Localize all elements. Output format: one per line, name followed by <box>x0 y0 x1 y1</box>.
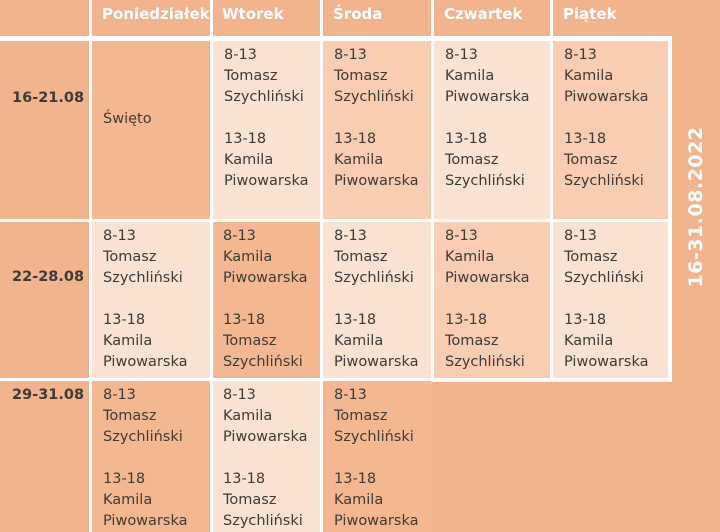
staff-last-name: Szychliński <box>334 429 414 445</box>
staff-first-name: Kamila <box>224 152 274 168</box>
shift-time: 8-13 <box>334 47 367 63</box>
shift-time: 13-18 <box>223 471 266 487</box>
schedule-cell <box>92 222 211 378</box>
staff-first-name: Tomasz <box>103 249 157 265</box>
staff-last-name: Piwowarska <box>445 270 530 286</box>
staff-first-name: Kamila <box>223 249 273 265</box>
shift-time: 13-18 <box>223 312 266 328</box>
staff-last-name: Szychliński <box>224 89 304 105</box>
staff-first-name: Tomasz <box>564 152 618 168</box>
staff-first-name: Kamila <box>334 152 384 168</box>
staff-last-name: Piwowarska <box>564 89 649 105</box>
staff-last-name: Piwowarska <box>224 173 309 189</box>
shift-time: 8-13 <box>564 228 597 244</box>
staff-last-name: Szychliński <box>223 354 303 370</box>
header-thursday: Czwartek <box>434 0 551 36</box>
staff-last-name: Szychliński <box>445 354 525 370</box>
shift-time: 8-13 <box>223 387 256 403</box>
staff-first-name: Kamila <box>564 333 614 349</box>
staff-first-name: Kamila <box>223 408 273 424</box>
shift-time: 13-18 <box>334 131 377 147</box>
staff-last-name: Piwowarska <box>334 513 419 529</box>
staff-last-name: Szychliński <box>445 173 525 189</box>
shift-time: 8-13 <box>224 47 257 63</box>
staff-last-name: Piwowarska <box>334 173 419 189</box>
schedule-cell <box>92 41 210 219</box>
staff-last-name: Szychliński <box>334 89 414 105</box>
staff-first-name: Tomasz <box>223 333 277 349</box>
shift-time: 13-18 <box>564 312 607 328</box>
staff-last-name: Szychliński <box>334 270 414 286</box>
row-divider <box>432 378 672 382</box>
schedule-cell <box>213 41 322 219</box>
schedule-cell <box>92 381 211 532</box>
shift-time: 8-13 <box>223 228 256 244</box>
staff-last-name: Piwowarska <box>103 513 188 529</box>
shift-time: 13-18 <box>224 131 267 147</box>
staff-last-name: Piwowarska <box>445 89 530 105</box>
staff-last-name: Piwowarska <box>223 429 308 445</box>
schedule-cell <box>553 222 668 378</box>
staff-first-name: Tomasz <box>445 152 499 168</box>
staff-first-name: Tomasz <box>223 492 277 508</box>
week-date-3: 29-31.08 <box>12 387 85 403</box>
shift-time: 13-18 <box>445 131 488 147</box>
period-label: 16-31.08.2022 <box>685 126 707 288</box>
header-tuesday: Wtorek <box>212 0 320 36</box>
column-divider <box>431 0 434 382</box>
staff-last-name: Piwowarska <box>564 354 649 370</box>
staff-first-name: Tomasz <box>224 68 278 84</box>
staff-first-name: Kamila <box>564 68 614 84</box>
column-divider <box>550 0 553 382</box>
shift-time: 8-13 <box>103 387 136 403</box>
schedule-cell <box>553 41 668 219</box>
shift-time: 13-18 <box>103 312 146 328</box>
shift-time: 13-18 <box>445 312 488 328</box>
staff-first-name: Tomasz <box>564 249 618 265</box>
shift-time: 13-18 <box>564 131 607 147</box>
schedule-cell <box>323 222 433 378</box>
week-date-1: 16-21.08 <box>12 90 85 106</box>
shift-time: 8-13 <box>334 228 367 244</box>
staff-first-name: Kamila <box>103 333 153 349</box>
schedule-cell <box>323 41 433 219</box>
staff-last-name: Szychliński <box>223 513 303 529</box>
schedule-cell <box>434 222 552 378</box>
column-divider <box>89 0 92 532</box>
shift-time: 13-18 <box>334 471 377 487</box>
shift-time: 8-13 <box>103 228 136 244</box>
staff-first-name: Kamila <box>445 68 495 84</box>
shift-time: 8-13 <box>564 47 597 63</box>
shift-time: 8-13 <box>445 47 478 63</box>
staff-last-name: Szychliński <box>564 173 644 189</box>
shift-time: 13-18 <box>334 312 377 328</box>
staff-first-name: Tomasz <box>445 333 499 349</box>
header-monday: Poniedziałek <box>92 0 210 36</box>
shift-time: 8-13 <box>445 228 478 244</box>
header-friday: Piątek <box>553 0 668 36</box>
schedule-cell <box>323 381 433 532</box>
schedule-cell <box>434 41 552 219</box>
staff-last-name: Piwowarska <box>223 270 308 286</box>
schedule-cell <box>212 222 322 378</box>
staff-first-name: Kamila <box>334 333 384 349</box>
column-divider <box>210 0 213 532</box>
holiday-label: Święto <box>103 111 152 127</box>
staff-first-name: Tomasz <box>334 68 388 84</box>
shift-time: 8-13 <box>334 387 367 403</box>
shift-time: 13-18 <box>103 471 146 487</box>
staff-first-name: Kamila <box>445 249 495 265</box>
column-divider <box>320 0 323 532</box>
schedule-cell <box>212 381 322 532</box>
staff-last-name: Szychliński <box>103 429 183 445</box>
staff-first-name: Tomasz <box>334 408 388 424</box>
header-wednesday: Środa <box>323 0 431 36</box>
week-date-2: 22-28.08 <box>12 269 85 285</box>
staff-last-name: Piwowarska <box>103 354 188 370</box>
staff-first-name: Tomasz <box>334 249 388 265</box>
staff-first-name: Tomasz <box>103 408 157 424</box>
staff-last-name: Piwowarska <box>334 354 419 370</box>
side-panel <box>672 36 720 378</box>
staff-last-name: Szychliński <box>103 270 183 286</box>
staff-first-name: Kamila <box>103 492 153 508</box>
staff-last-name: Szychliński <box>564 270 644 286</box>
staff-first-name: Kamila <box>334 492 384 508</box>
